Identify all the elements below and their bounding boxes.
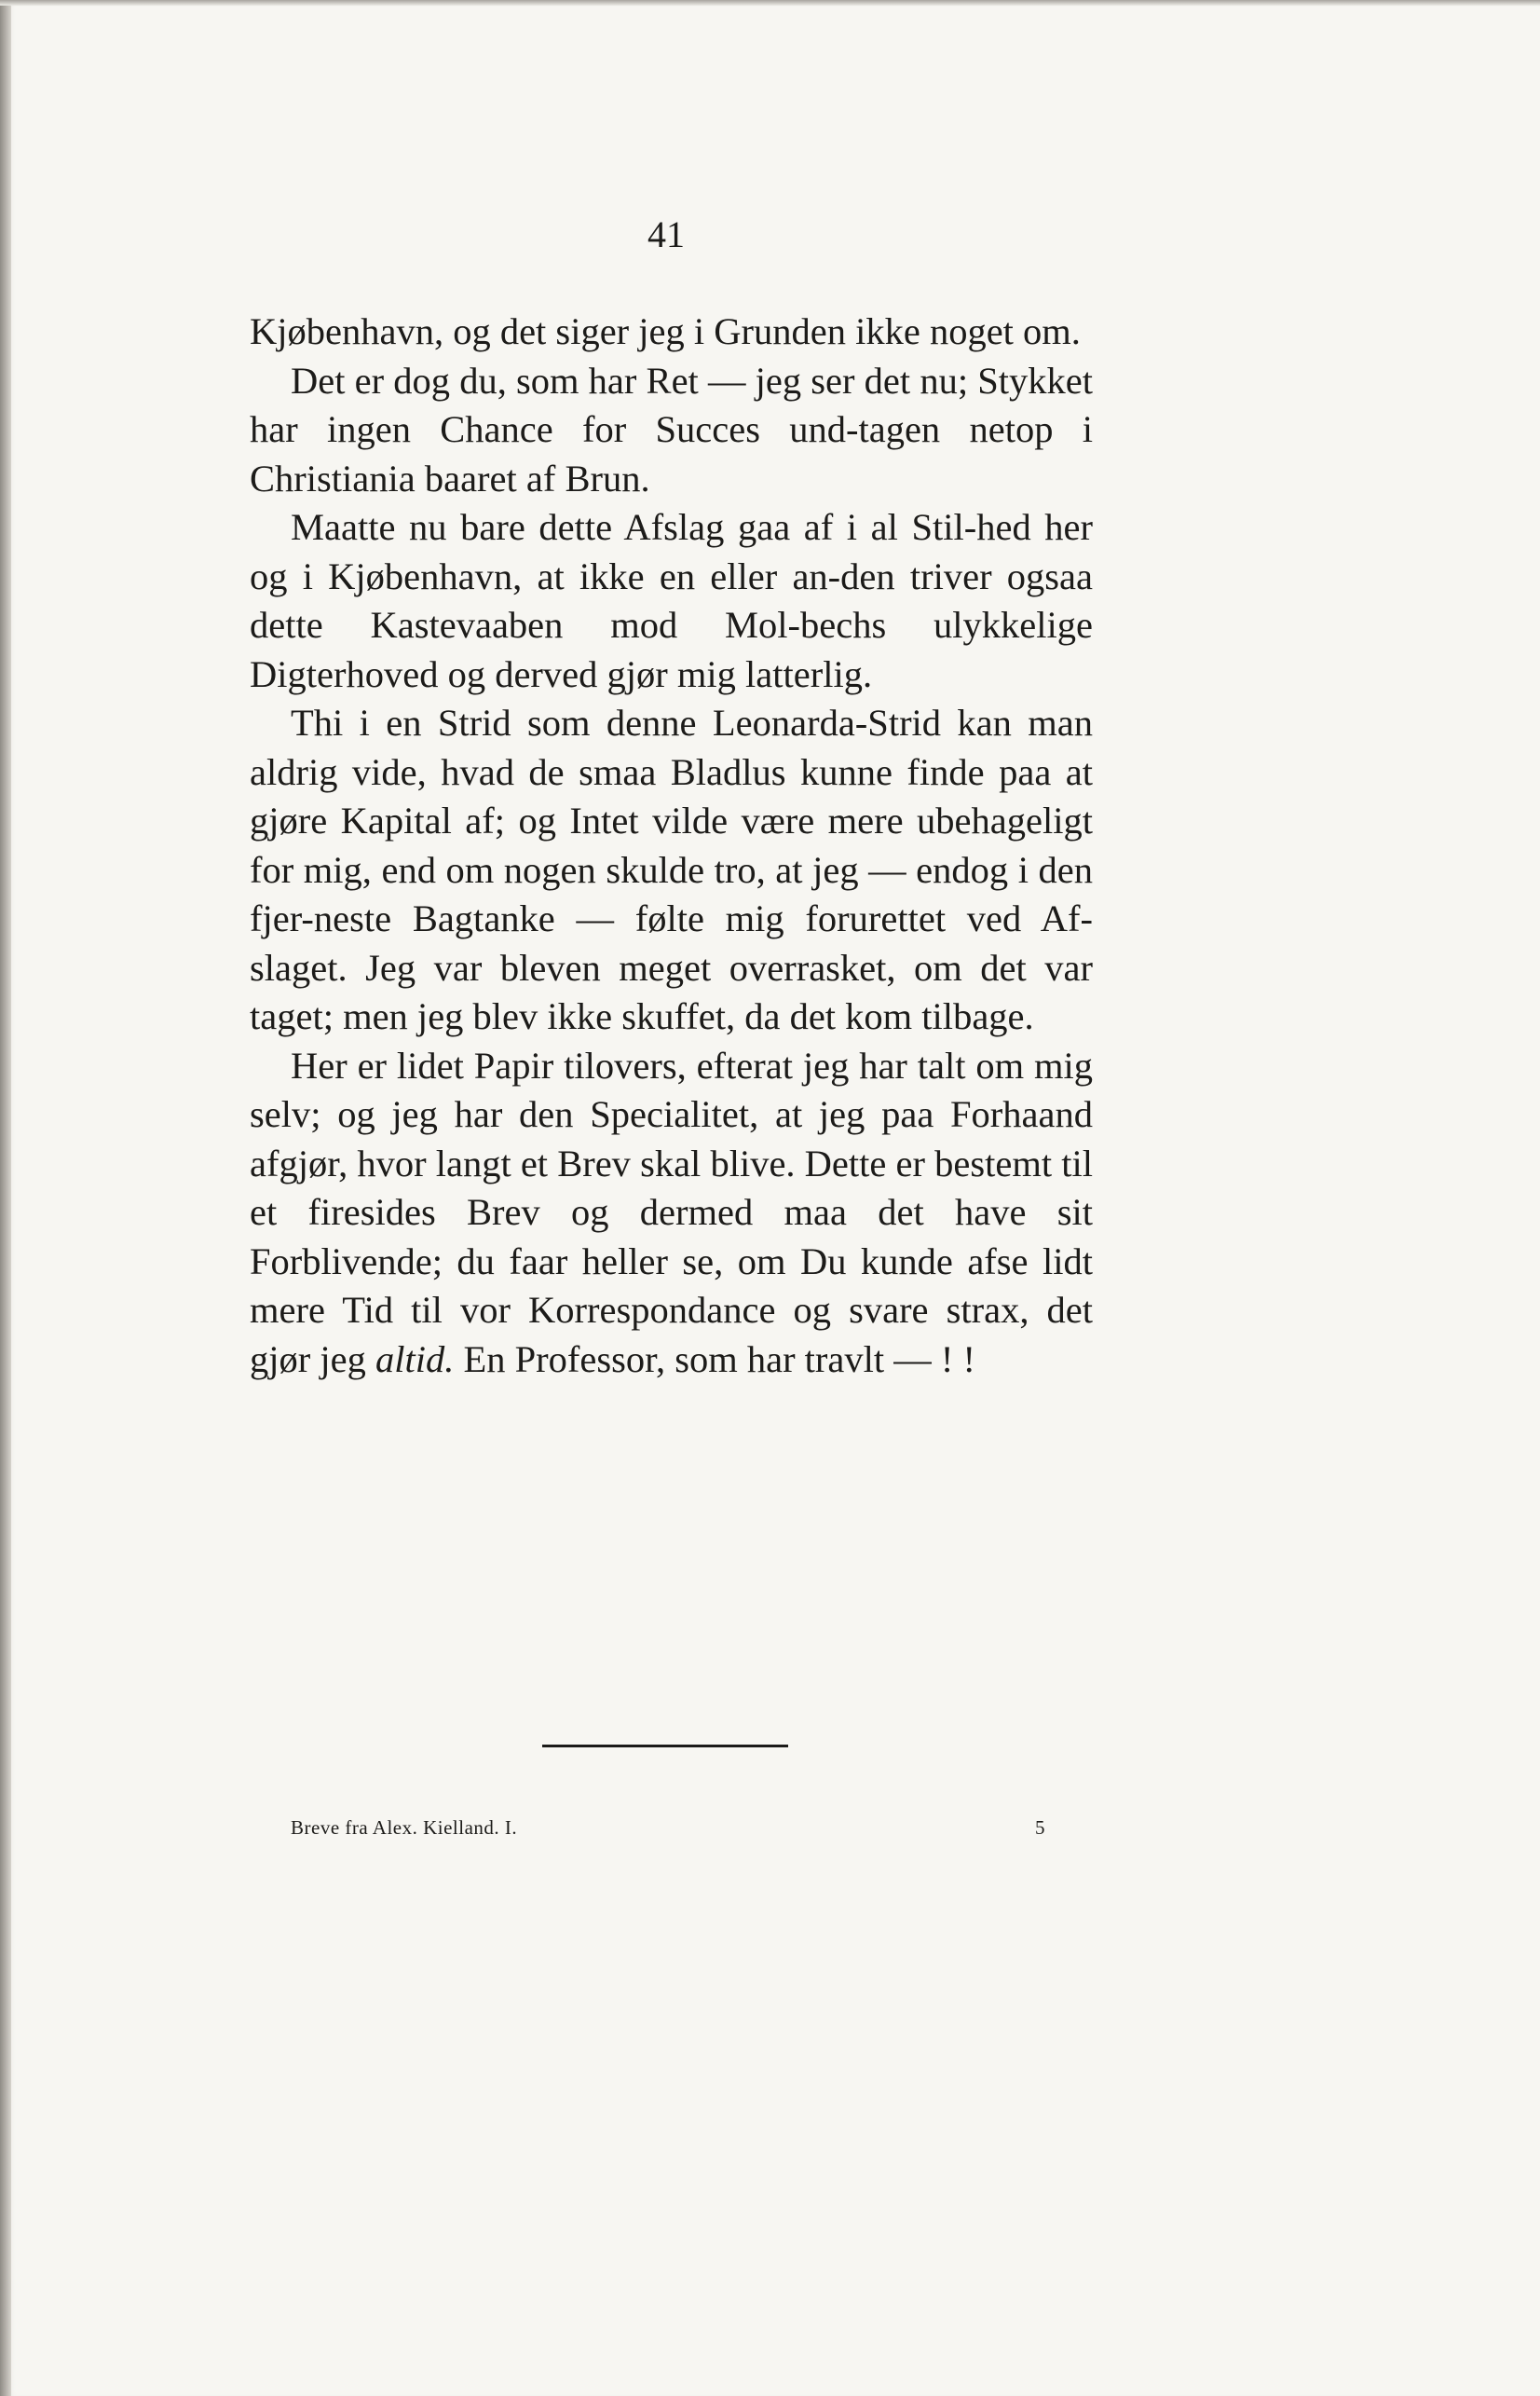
paragraph-5 — [250, 1042, 1093, 1385]
page-number: 41 — [647, 213, 685, 255]
body-text — [250, 308, 1093, 1384]
paragraph-5-emphasis: altid. — [375, 1337, 455, 1380]
paragraph-1: Kjøbenhavn, og det siger jeg i Grunden ikke noget om. — [250, 310, 1081, 352]
paragraph-5-text-before: Her er lidet Papir tilovers, efterat jeg har talt om mig selv; og jeg har den Specialitet, at jeg paa Forhaand afgjør, hvor langt et Brev skal blive. Dette er bestemt til et firesides Brev og dermed maa det have sit Forblivende; du faar heller se, om Du kunde afse lidt mere Tid til vor Korrespondance og svare strax, det gjør jeg — [250, 1044, 1093, 1380]
paragraph-4: Thi i en Strid som denne Leonarda-Strid kan man aldrig vide, hvad de smaa Bladlus kunne finde paa at gjøre Kapital af; og Intet vilde være mere ubehageligt for mig, end om nogen skulde tro, at jeg — endog i den fjer-neste Bagtanke — følte mig forurettet ved Af-slaget. Jeg var bleven meget overrasket, om det var taget; men jeg blev ikke skuffet, da det kom tilbage. — [250, 702, 1093, 1037]
page-binding-edge — [0, 0, 11, 2396]
signature-title: Breve fra Alex. Kielland. I. — [291, 1816, 518, 1839]
section-end-rule — [542, 1745, 788, 1747]
page-top-edge — [0, 0, 1540, 6]
paragraph-5-text-after: En Professor, som har travlt — ! ! — [454, 1337, 976, 1380]
printer-signature-line — [291, 1814, 1045, 1841]
signature-number: 5 — [1035, 1816, 1045, 1839]
paragraph-2: Det er dog du, som har Ret — jeg ser det nu; Stykket har ingen Chance for Succes und-tagen netop i Christiania baaret af Brun. — [250, 359, 1093, 500]
paragraph-3: Maatte nu bare dette Afslag gaa af i al Stil-hed her og i Kjøbenhavn, at ikke en eller an-den triver ogsaa dette Kastevaaben mod Mol-bechs ulykkelige Digterhoved og derved gjør mig latterlig. — [250, 506, 1093, 695]
